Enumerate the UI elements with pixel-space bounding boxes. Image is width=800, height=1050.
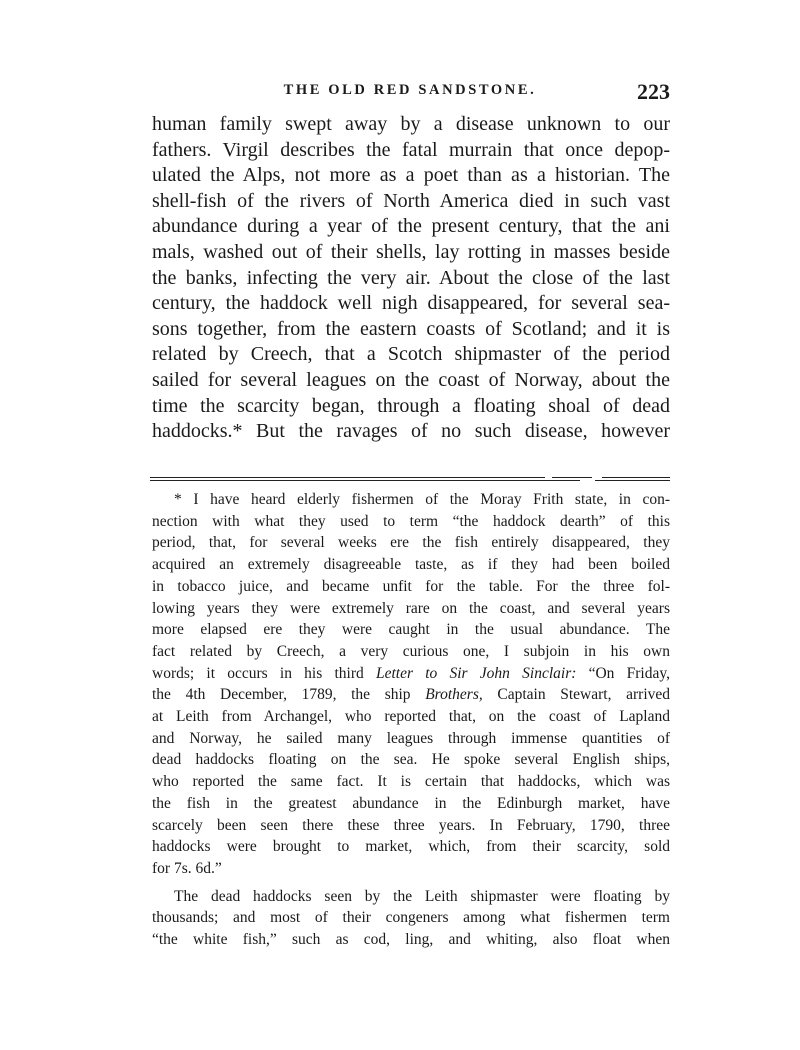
footnote-text: “On Friday, xyxy=(576,664,670,682)
body-text xyxy=(152,112,670,445)
body-line: fathers. Virgil describes the fatal murrain that once depop- xyxy=(152,138,670,161)
rule-segment xyxy=(602,477,670,478)
body-line: century, the haddock well nigh disappeared, for several sea- xyxy=(152,292,670,315)
footnote-line: lowing years they were extremely rare on the coast, and several years xyxy=(152,599,670,617)
body-line: time the scarcity began, through a floating shoal of dead xyxy=(152,394,670,417)
body-line: ulated the Alps, not more as a poet than as a historian. The xyxy=(152,164,670,187)
footnote-line: * I have heard elderly fishermen of the Moray Frith state, in con- xyxy=(174,491,670,508)
running-head xyxy=(150,80,670,104)
footnote-line xyxy=(152,684,670,706)
footnote-line: nection with what they used to term “the haddock dearth” of this xyxy=(152,512,670,530)
footnote-line: the fish in the greatest abundance in the Edinburgh market, have xyxy=(152,794,670,812)
footnote-italic-title: Letter to Sir John Sinclair: xyxy=(375,664,577,682)
footnote-line: fact related by Creech, a very curious one, I subjoin in his own xyxy=(152,642,670,660)
footnote-text: words; it occurs in his third xyxy=(152,664,376,682)
footnote-line: haddocks were brought to market, which, from their scarcity, sold xyxy=(152,838,670,856)
footnote-line: and Norway, he sailed many leagues through immense quantities of xyxy=(152,729,670,747)
footnote-line xyxy=(152,663,670,685)
body-line: sons together, from the eastern coasts of Scotland; and it is xyxy=(152,317,670,340)
body-line: shell-fish of the rivers of North America died in such vast xyxy=(152,189,670,212)
body-line: related by Creech, that a Scotch shipmaster of the period xyxy=(152,343,670,366)
footnote-line: dead haddocks floating on the sea. He spoke several English ships, xyxy=(152,751,670,769)
footnote-rule xyxy=(150,476,670,482)
footnote-line: in tobacco juice, and became unfit for the table. For the three fol- xyxy=(152,577,670,595)
rule-segment xyxy=(150,477,545,478)
rule-segment xyxy=(150,480,580,481)
body-line: haddocks.* But the ravages of no such disease, however xyxy=(152,420,670,443)
footnote-italic-ship: Brothers, xyxy=(425,686,483,704)
footnote-line: thousands; and most of their congeners among what fishermen term xyxy=(152,909,670,927)
body-line: mals, washed out of their shells, lay rotting in masses beside xyxy=(152,240,670,263)
footnote-line: for 7s. 6d.” xyxy=(152,859,222,877)
rule-segment xyxy=(552,477,592,478)
running-title: THE OLD RED SANDSTONE. xyxy=(283,82,537,98)
footnote-text: the 4th December, 1789, the ship xyxy=(152,686,426,704)
footnote-line: The dead haddocks seen by the Leith shipmaster were floating by xyxy=(174,887,670,905)
page-number: 223 xyxy=(637,79,670,104)
body-line: the banks, infecting the very air. About the close of the last xyxy=(152,266,670,289)
footnote-line: at Leith from Archangel, who reported that, on the coast of Lapland xyxy=(152,708,670,726)
footnote-line: acquired an extremely disagreeable taste, as if they had been boiled xyxy=(152,556,670,574)
body-line: abundance during a year of the present century, that the ani xyxy=(152,215,670,238)
footnote xyxy=(152,489,670,951)
footnote-line: scarcely been seen there these three years. In February, 1790, three xyxy=(152,816,670,834)
footnote-line: “the white fish,” such as cod, ling, and whiting, also float when xyxy=(152,931,670,949)
body-line: human family swept away by a disease unknown to our xyxy=(152,113,670,135)
footnote-line: period, that, for several weeks ere the fish entirely disappeared, they xyxy=(152,534,670,552)
body-line: sailed for several leagues on the coast of Norway, about the xyxy=(152,368,670,391)
footnote-text: Captain Stewart, arrived xyxy=(482,686,670,704)
footnote-line: more elapsed ere they were caught in the usual abundance. The xyxy=(152,621,670,639)
footnote-line: who reported the same fact. It is certain that haddocks, which was xyxy=(152,773,670,791)
rule-segment xyxy=(595,480,670,481)
